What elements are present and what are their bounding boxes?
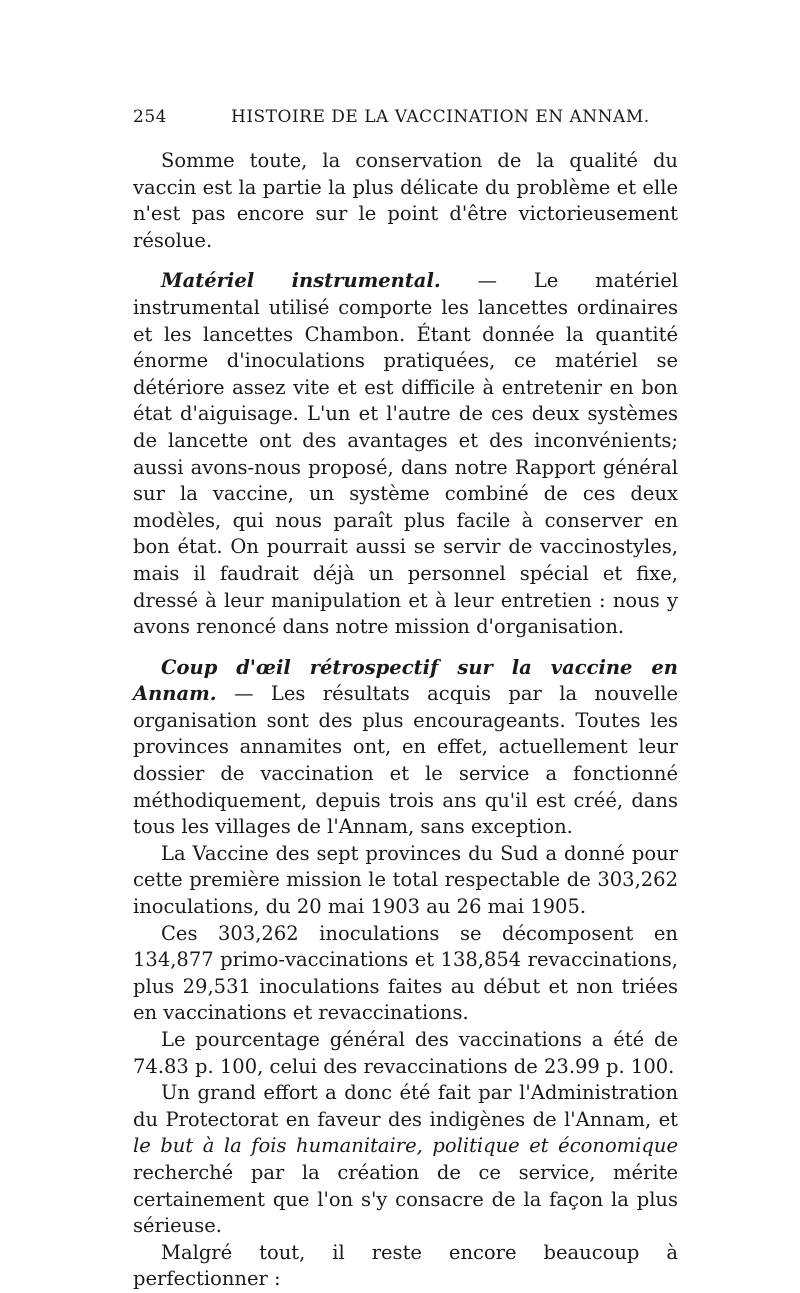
- paragraph-breakdown: Ces 303,262 inoculations se décomposent en 134,877 primo-vaccinations et 138,854 revaccinations, plus 29,531 inoculations faites au début et non triées en vaccinations et revaccinations.: [133, 921, 678, 1025]
- paragraph-vaccine-quality: Somme toute, la conservation de la qualité du vaccin est la partie la plus délicate du problème et elle n'est pas encore sur le point d'être victorieusement résolue.: [133, 149, 678, 252]
- paragraph-text: recherché par la création de ce service, mérite certainement que l'on s'y consacre de la façon la plus sérieuse.: [133, 1160, 678, 1238]
- paragraph-text: Un grand effort a donc été fait par l'Administration du Protectorat en faveur des indigènes de l'Annam, et: [133, 1081, 678, 1131]
- paragraph-retrospective: [133, 655, 678, 841]
- section-heading-materiel: Matériel instrumental.: [161, 269, 441, 293]
- paragraph-text: — Le matériel instrumental utilisé comporte les lancettes ordinaires et les lancettes Chambon. Étant donnée la quantité énorme d'inoculations pratiquées, ce matériel se détériore assez vite et est difficile à entretenir en bon état d'aiguisage. L'un et l'autre de ces deux systèmes de lancette ont des avantages et des inconvénients; aussi avons-nous proposé, dans notre Rapport général sur la vaccine, un système combiné de ces deux modèles, qui nous paraît plus facile à conserver en bon état. On pourrait aussi se servir de vaccinostyles, mais il faudrait déjà un personnel spécial et fixe, dressé à leur manipulation et à leur entretien : nous y avons renoncé dans notre mission d'organisation.: [133, 269, 679, 639]
- running-title: HISTOIRE DE LA VACCINATION EN ANNAM.: [231, 107, 650, 127]
- paragraph-percentage: Le pourcentage général des vaccinations a été de 74.83 p. 100, celui des revaccinations de 23.99 p. 100.: [133, 1028, 678, 1078]
- page-number: 254: [133, 107, 167, 127]
- paragraph-south-provinces: La Vaccine des sept provinces du Sud a donné pour cette première mission le total respectable de 303,262 inoculations, du 20 mai 1903 au 26 mai 1905.: [133, 841, 678, 919]
- section-heading-coup-d-oeil: Coup d'œil rétrospectif sur la vaccine en Annam.: [133, 655, 678, 706]
- paragraph-instrumental: [133, 268, 678, 640]
- page-body: [133, 148, 678, 1293]
- paragraph-text: — Les résultats acquis par la nouvelle organisation sont des plus encourageants. Toutes les provinces annamites ont, en effet, actuellement leur dossier de vaccination et le service a fonctionné méthodiquement, depuis trois ans qu'il est créé, dans tous les villages de l'Annam, sans exception.: [133, 682, 678, 839]
- paragraph-administration: [133, 1080, 678, 1240]
- italic-phrase: le but à la fois humanitaire, politique et économique: [133, 1134, 678, 1158]
- paragraph-malgre-tout: Malgré tout, il reste encore beaucoup à perfectionner :: [133, 1240, 678, 1291]
